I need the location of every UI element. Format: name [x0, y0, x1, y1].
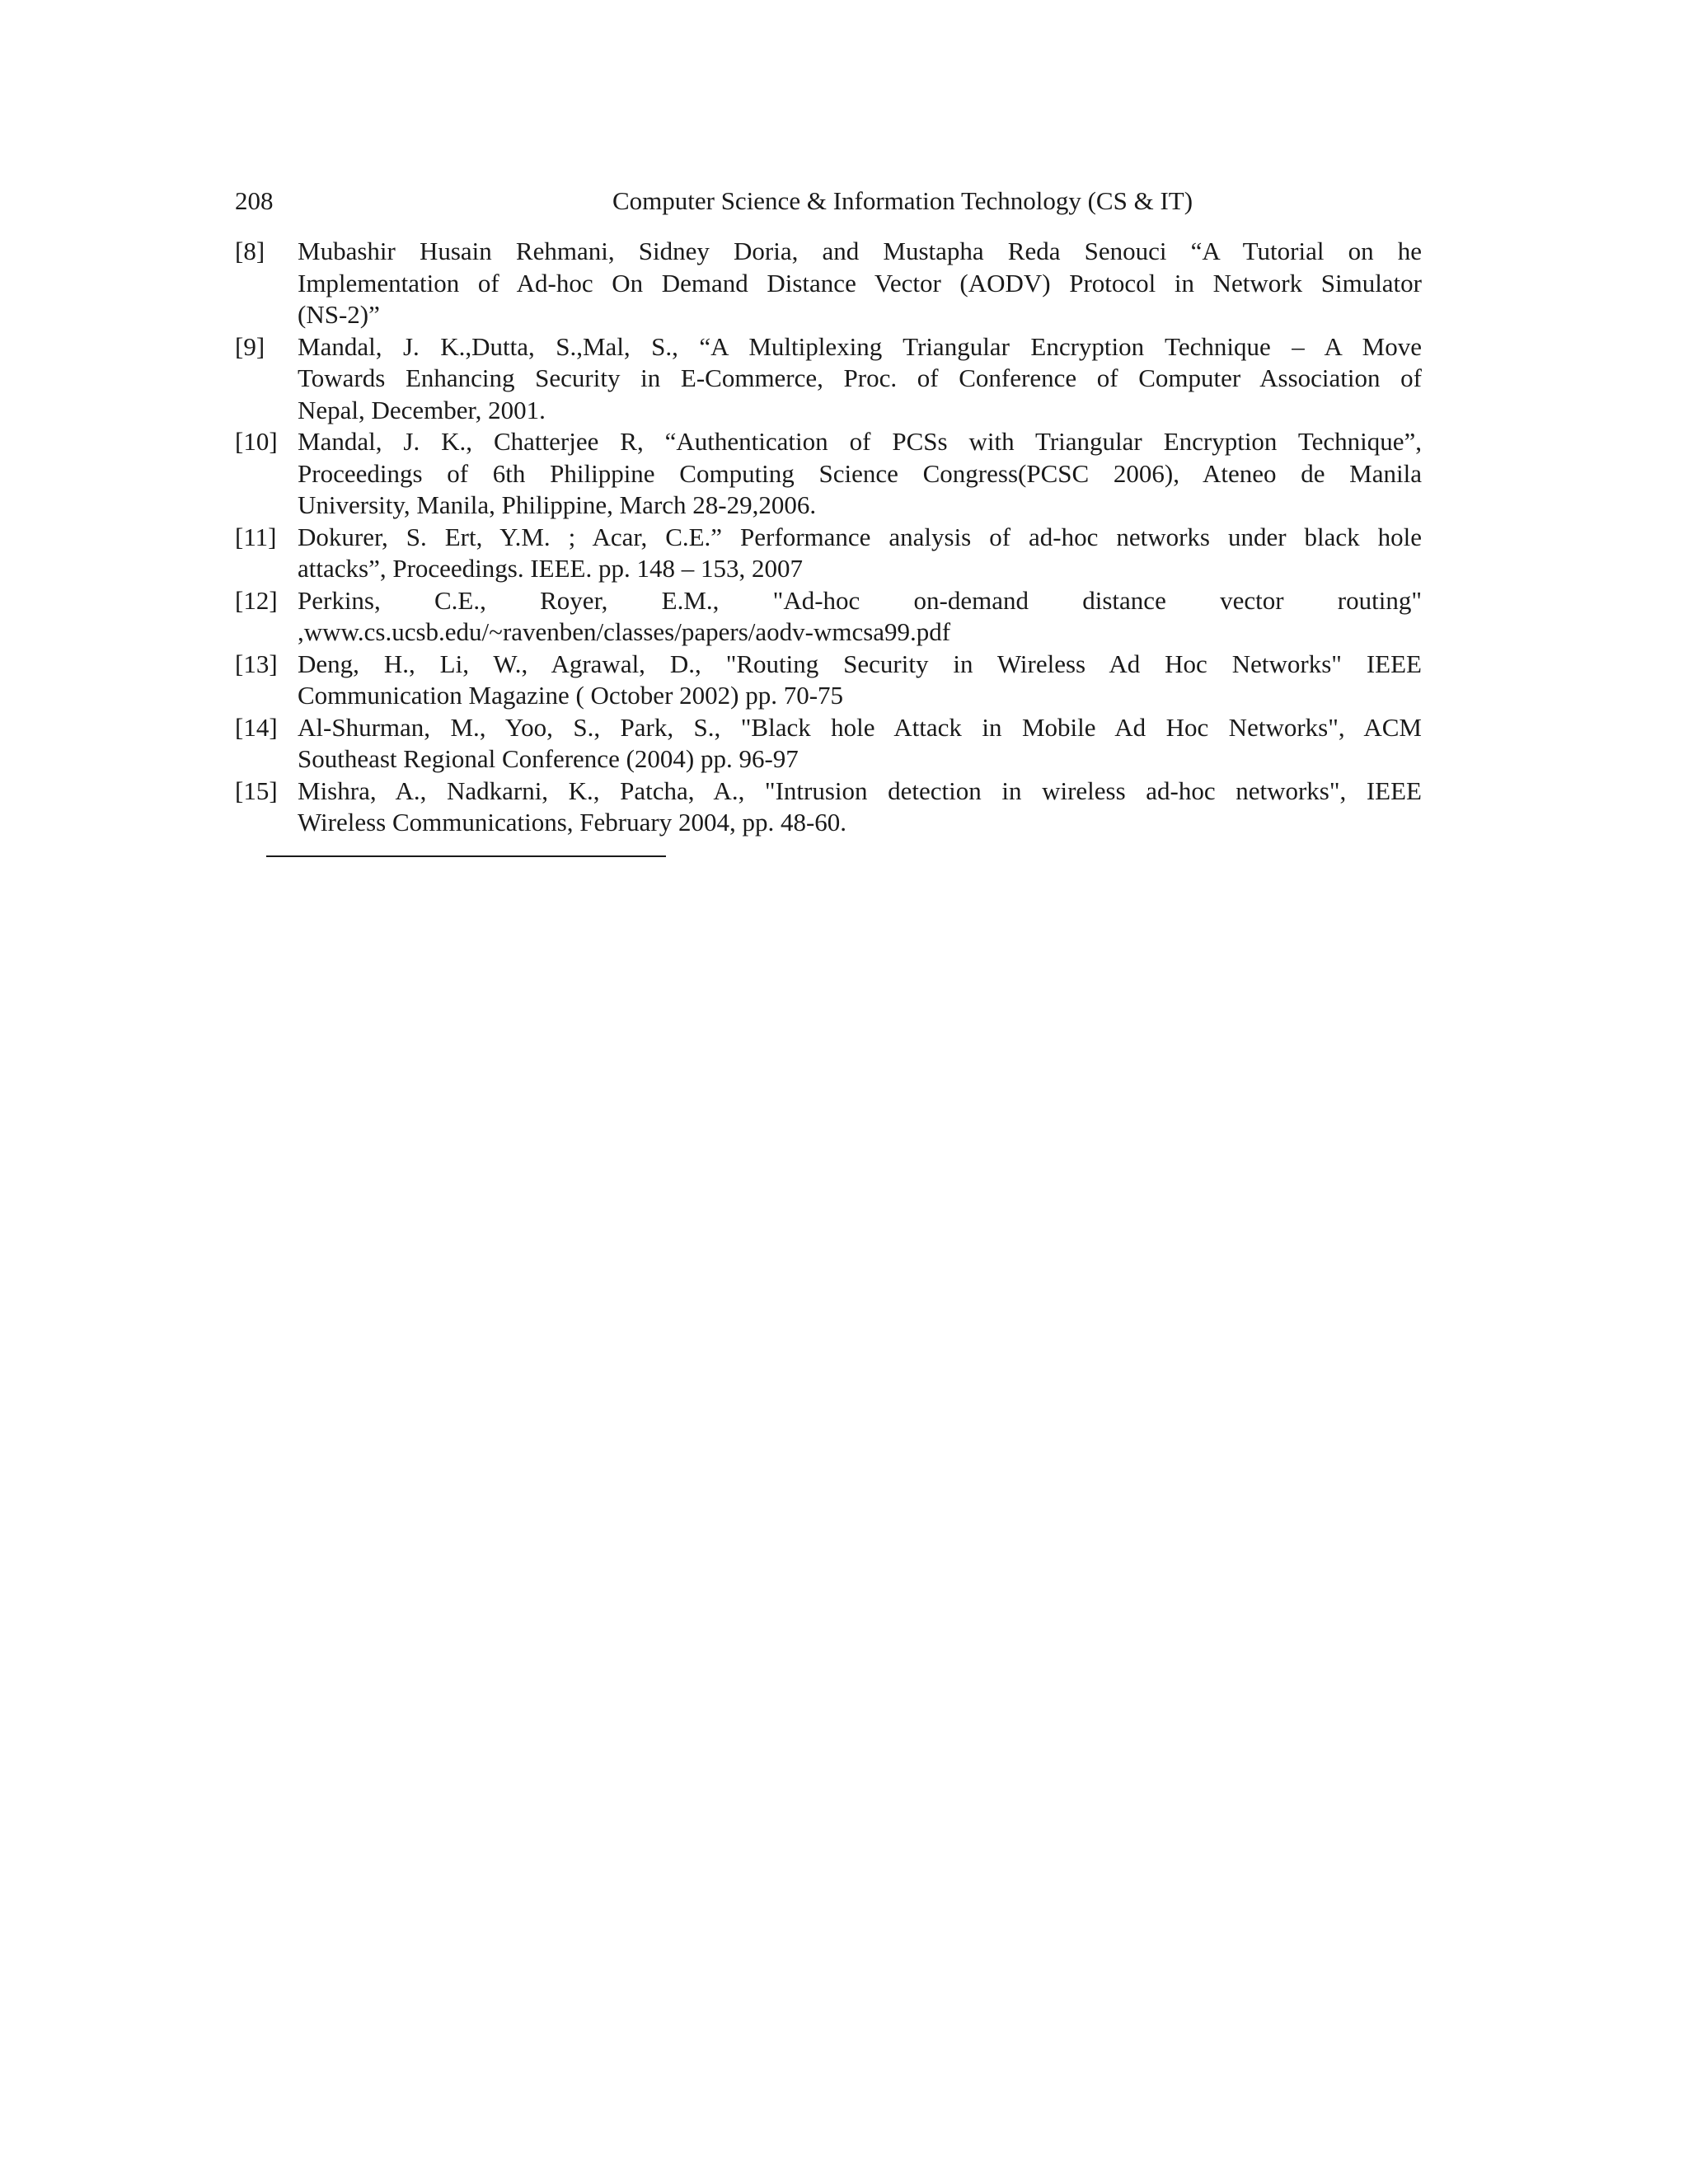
reference-line: Nepal, December, 2001. [298, 395, 546, 424]
reference-line: ,www.cs.ucsb.edu/~ravenben/classes/papers/aodv-wmcsa99.pdf [298, 617, 951, 646]
reference-text [298, 522, 1422, 585]
footnote-rule [266, 855, 666, 857]
reference-line: Perkins, C.E., Royer, E.M., "Ad-hoc on-demand distance vector routing" [298, 585, 1422, 615]
reference-line: University, Manila, Philippine, March 28-29,2006. [298, 490, 817, 519]
reference-item [235, 236, 1422, 331]
reference-line: Implementation of Ad-hoc On Demand Distance Vector (AODV) Protocol in Network Simulator [298, 268, 1422, 298]
running-title: Computer Science & Information Technology (CS & IT) [612, 186, 1193, 215]
reference-text [298, 331, 1422, 427]
reference-text [298, 649, 1422, 712]
reference-number: [12] [235, 585, 278, 615]
page-number: 208 [235, 186, 274, 215]
reference-line: (NS-2)” [298, 300, 380, 329]
reference-line: Dokurer, S. Ert, Y.M. ; Acar, C.E.” Performance analysis of ad-hoc networks under black hole [298, 522, 1422, 551]
reference-line: Deng, H., Li, W., Agrawal, D., "Routing Security in Wireless Ad Hoc Networks" IEEE [298, 649, 1422, 678]
reference-number: [15] [235, 776, 278, 805]
reference-line: Communication Magazine ( October 2002) pp. 70-75 [298, 681, 844, 710]
reference-number: [11] [235, 522, 277, 551]
reference-line: attacks”, Proceedings. IEEE. pp. 148 – 153, 2007 [298, 554, 803, 583]
reference-item [235, 585, 1422, 649]
reference-text [298, 776, 1422, 839]
reference-number: [14] [235, 712, 278, 742]
reference-item [235, 426, 1422, 522]
reference-item [235, 712, 1422, 776]
reference-text [298, 585, 1422, 649]
reference-item [235, 649, 1422, 712]
reference-number: [8] [235, 237, 265, 265]
reference-line: Al-Shurman, M., Yoo, S., Park, S., "Black hole Attack in Mobile Ad Hoc Networks", ACM [298, 712, 1422, 742]
reference-line: Mandal, J. K.,Dutta, S.,Mal, S., “A Multiplexing Triangular Encryption Technique – A Move [298, 331, 1422, 361]
reference-number: [13] [235, 649, 278, 678]
reference-number: [9] [235, 331, 265, 361]
reference-line: Mandal, J. K., Chatterjee R, “Authentication of PCSs with Triangular Encryption Technique”, [298, 427, 1422, 456]
reference-text [298, 236, 1422, 331]
reference-item [235, 522, 1422, 585]
reference-line: Mishra, A., Nadkarni, K., Patcha, A., "Intrusion detection in wireless ad-hoc networks", IEEE [298, 776, 1422, 805]
reference-line: Towards Enhancing Security in E-Commerce, Proc. of Conference of Computer Association of [298, 363, 1422, 392]
reference-text [298, 426, 1422, 522]
reference-line: Southeast Regional Conference (2004) pp. 96-97 [298, 744, 799, 773]
reference-item [235, 331, 1422, 427]
reference-item [235, 776, 1422, 839]
reference-list [235, 236, 1422, 839]
reference-text [298, 712, 1422, 776]
reference-number: [10] [235, 427, 278, 456]
reference-line: Mubashir Husain Rehmani, Sidney Doria, and Mustapha Reda Senouci “A Tutorial on he [298, 237, 1422, 265]
reference-line: Wireless Communications, February 2004, pp. 48-60. [298, 808, 847, 837]
reference-line: Proceedings of 6th Philippine Computing Science Congress(PCSC 2006), Ateneo de Manila [298, 458, 1422, 488]
page-header [235, 183, 1422, 219]
